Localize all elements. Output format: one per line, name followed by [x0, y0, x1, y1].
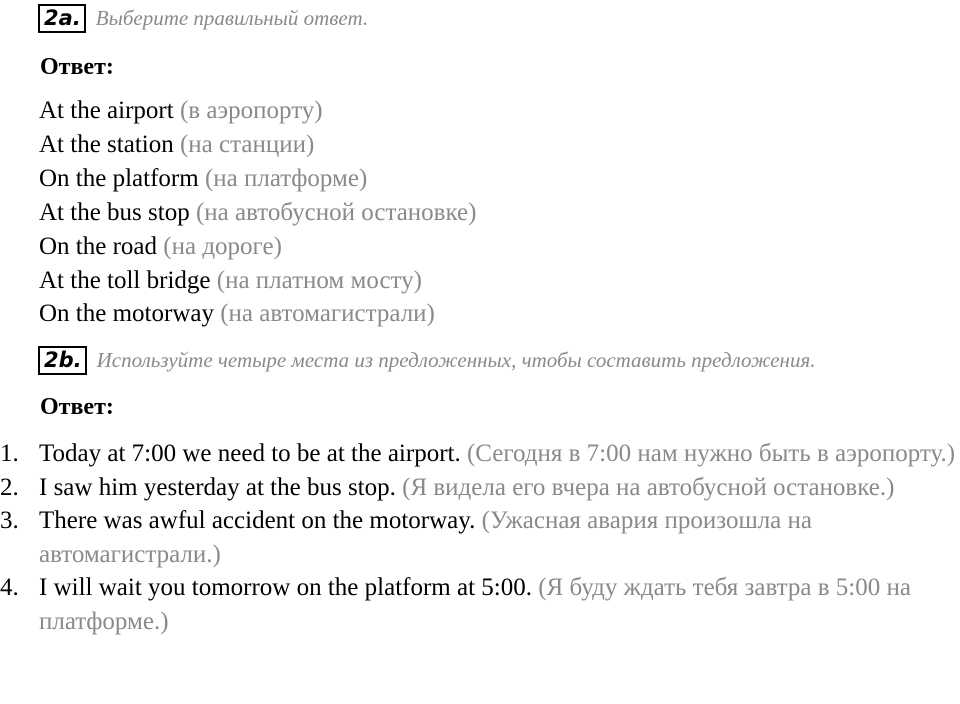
task-2a-header [38, 4, 368, 33]
list-item [39, 297, 476, 331]
sentence-english: Today at 7:00 we need to be at the airport. [39, 440, 461, 467]
place-english: On the motorway [39, 300, 214, 328]
places-list [39, 94, 476, 331]
task-2b-answer-label: Ответ: [40, 394, 114, 420]
sentences-list [0, 437, 960, 638]
sentence-translation: (Ужасная авария произошла на автомагистрали.) [39, 507, 813, 568]
sentence-number: 3. [0, 507, 19, 534]
task-2b-number: 2b. [38, 346, 87, 375]
place-translation: (на автомагистрали) [220, 300, 435, 328]
sentence-translation: (Я буду ждать тебя завтра в 5:00 на платформе.) [39, 574, 911, 635]
task-2a-answer-label: Ответ: [40, 54, 114, 80]
sentence-translation: (Сегодня в 7:00 нам нужно быть в аэропорту.) [466, 440, 956, 467]
sentence-english: I will wait you tomorrow on the platform at 5:00. [39, 574, 532, 601]
task-2b-instruction: Используйте четыре места из предложенных, чтобы составить предложения. [96, 348, 816, 372]
list-item [39, 230, 476, 264]
place-english: At the toll bridge [39, 266, 211, 294]
place-english: On the platform [39, 164, 199, 192]
sentence-number: 1. [0, 440, 19, 467]
place-english: On the road [39, 232, 158, 260]
list-item [39, 264, 476, 298]
list-item [0, 504, 960, 571]
place-english: At the bus stop [39, 198, 190, 226]
list-item [39, 196, 476, 230]
place-translation: (на платном мосту) [216, 266, 422, 294]
place-english: At the station [39, 130, 174, 158]
list-item [39, 128, 476, 162]
sentence-english: I saw him yesterday at the bus stop. [39, 473, 396, 501]
place-translation: (на станции) [179, 130, 315, 158]
place-translation: (на дороге) [163, 232, 282, 260]
list-item [39, 94, 476, 128]
list-item [0, 571, 960, 638]
place-translation: (на платформе) [204, 164, 368, 192]
task-2a-instruction: Выберите правильный ответ. [95, 6, 369, 30]
sentence-english: There was awful accident on the motorway. [39, 507, 476, 534]
sentence-translation: (Я видела его вчера на автобусной остановке.) [402, 473, 895, 501]
sentence-number: 2. [0, 473, 19, 501]
place-translation: (в аэропорту) [179, 97, 323, 124]
task-2a-number: 2a. [38, 4, 86, 33]
place-translation: (на автобусной остановке) [195, 198, 477, 226]
place-english: At the airport [39, 97, 174, 124]
list-item [0, 437, 960, 471]
list-item [0, 471, 960, 505]
task-2b-header [38, 346, 815, 375]
sentence-number: 4. [0, 574, 19, 601]
list-item [39, 162, 476, 196]
